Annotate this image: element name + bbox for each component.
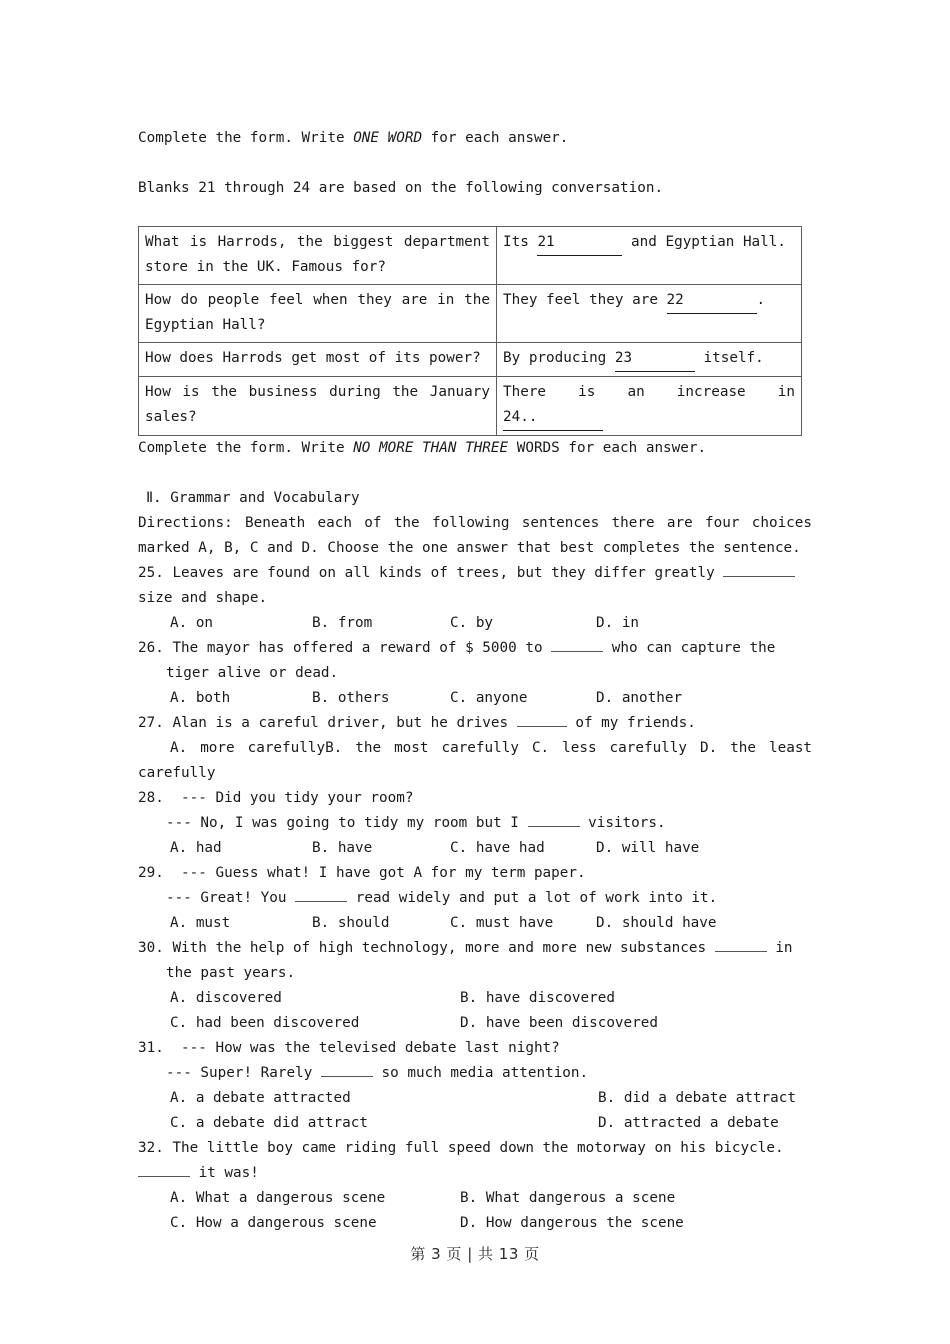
option-b[interactable]: B. others xyxy=(312,690,390,706)
question-32-stem-part2: it was! xyxy=(190,1165,259,1181)
table-row xyxy=(139,343,802,377)
instruction-one-word-after: for each answer. xyxy=(422,130,569,146)
answer-prefix: By producing xyxy=(503,350,615,366)
question-29-dialog-1 xyxy=(138,861,812,886)
spacer xyxy=(138,201,812,226)
question-31-dialog-2 xyxy=(138,1061,812,1086)
option-d[interactable]: D. in xyxy=(596,615,640,631)
question-30-stem-cont: the past years. xyxy=(166,965,296,981)
instruction-three-words-emphasis: NO MORE THAN THREE xyxy=(353,440,509,456)
option-b[interactable]: B. What dangerous a scene xyxy=(460,1190,676,1206)
question-26-stem-part1: The mayor has offered a reward of $ 5000 to xyxy=(172,640,552,656)
question-28-dialog-1-text: --- Did you tidy your room? xyxy=(181,790,414,806)
page-content xyxy=(138,126,821,1236)
question-30-stem xyxy=(138,936,812,961)
question-27 xyxy=(138,711,812,786)
question-32-options-row-1 xyxy=(138,1186,812,1211)
question-25-blank[interactable] xyxy=(723,564,795,577)
page-number-label: 第 3 页 | 共 13 页 xyxy=(410,1245,540,1263)
option-a[interactable]: A. must xyxy=(170,915,231,931)
page-footer xyxy=(0,1243,950,1264)
option-a[interactable]: A. both xyxy=(170,690,231,706)
answer-suffix: itself. xyxy=(694,350,764,366)
option-d[interactable]: D. attracted a debate xyxy=(598,1115,779,1131)
question-27-stem-part2: of my friends. xyxy=(566,715,696,731)
answer-blank-23[interactable]: 23 xyxy=(615,346,695,372)
option-d[interactable]: D. will have xyxy=(596,840,700,856)
question-25-options xyxy=(138,611,812,636)
question-28-number: 28. xyxy=(138,790,164,806)
question-31-number: 31. xyxy=(138,1040,164,1056)
question-26-stem-part2: who can capture the xyxy=(603,640,776,656)
option-c[interactable]: C. have had xyxy=(450,840,545,856)
question-31-dialog-2-part1: --- Super! Rarely xyxy=(166,1065,321,1081)
option-b[interactable]: B. from xyxy=(312,615,373,631)
question-32-stem-cont xyxy=(138,1161,812,1186)
instruction-one-word xyxy=(138,126,812,151)
question-30-options-row-2 xyxy=(138,1011,812,1036)
question-30-number: 30. xyxy=(138,940,164,956)
spacer xyxy=(138,151,812,176)
table-row xyxy=(139,377,802,436)
option-a[interactable]: A. discovered xyxy=(170,990,282,1006)
option-a[interactable]: A. more carefully xyxy=(170,740,326,756)
table-cell-answer xyxy=(497,343,802,377)
question-27-number: 27. xyxy=(138,715,164,731)
answer-prefix: Its xyxy=(503,234,538,250)
question-28-dialog-2 xyxy=(138,811,812,836)
option-c[interactable]: C. anyone xyxy=(450,690,528,706)
question-26-stem xyxy=(138,636,812,661)
question-26 xyxy=(138,636,812,711)
option-c[interactable]: C. a debate did attract xyxy=(170,1115,368,1131)
option-d[interactable]: D. How dangerous the scene xyxy=(460,1215,684,1231)
question-29-dialog-2-part1: --- Great! You xyxy=(166,890,296,906)
option-d[interactable]: D. the least carefully xyxy=(138,740,813,781)
question-29-dialog-1-text: --- Guess what! I have got A for my term paper. xyxy=(181,865,586,881)
question-29-options xyxy=(138,911,812,936)
table-cell-question: What is Harrods, the biggest department store in the UK. Famous for? xyxy=(139,227,497,285)
question-32-stem-part1: The little boy came riding full speed down the motorway on his bicycle. xyxy=(172,1140,784,1156)
question-29-blank[interactable] xyxy=(295,889,347,902)
question-30 xyxy=(138,936,812,1036)
answer-prefix: There is an increase in xyxy=(503,384,795,400)
instruction-three-words-after: WORDS for each answer. xyxy=(508,440,707,456)
answer-blank-21[interactable]: 21 xyxy=(537,230,622,256)
question-25-stem-part1: Leaves are found on all kinds of trees, but they differ greatly xyxy=(172,565,724,581)
question-32-stem xyxy=(138,1136,812,1161)
question-30-blank[interactable] xyxy=(715,939,767,952)
question-27-stem xyxy=(138,711,812,736)
question-27-stem-part1: Alan is a careful driver, but he drives xyxy=(172,715,517,731)
question-26-number: 26. xyxy=(138,640,164,656)
question-31-dialog-1-text: --- How was the televised debate last night? xyxy=(181,1040,560,1056)
question-31-options-row-1 xyxy=(138,1086,812,1111)
option-b[interactable]: B. did a debate attract xyxy=(598,1090,796,1106)
instruction-three-words xyxy=(138,436,812,461)
option-a[interactable]: A. on xyxy=(170,615,214,631)
question-31-dialog-2-part2: so much media attention. xyxy=(372,1065,589,1081)
question-27-blank[interactable] xyxy=(517,714,567,727)
option-a[interactable]: A. What a dangerous scene xyxy=(170,1190,386,1206)
question-28-options xyxy=(138,836,812,861)
question-29-dialog-2 xyxy=(138,886,812,911)
question-26-options xyxy=(138,686,812,711)
question-32-blank[interactable] xyxy=(138,1164,190,1177)
question-25-stem xyxy=(138,561,812,586)
table-cell-answer xyxy=(497,285,802,343)
answer-suffix: and Egyptian Hall. xyxy=(622,234,786,250)
option-b[interactable]: B. have xyxy=(312,840,373,856)
table-cell-answer xyxy=(497,227,802,285)
conversation-form-table xyxy=(138,226,802,436)
option-b[interactable]: B. should xyxy=(312,915,390,931)
option-d[interactable]: D. have been discovered xyxy=(460,1015,658,1031)
question-28-dialog-2-part1: --- No, I was going to tidy my room but I xyxy=(166,815,528,831)
question-28-dialog-2-part2: visitors. xyxy=(579,815,666,831)
question-30-stem-part2: in xyxy=(766,940,793,956)
option-c[interactable]: C. by xyxy=(450,615,494,631)
option-b[interactable]: B. the most carefully xyxy=(325,740,519,756)
answer-blank-24-number: 24 xyxy=(503,409,521,425)
table-cell-question: How does Harrods get most of its power? xyxy=(139,343,497,377)
table-cell-answer xyxy=(497,377,802,436)
question-31-blank[interactable] xyxy=(321,1064,373,1077)
question-28-dialog-1 xyxy=(138,786,812,811)
question-32 xyxy=(138,1136,812,1236)
option-d[interactable]: D. should have xyxy=(596,915,717,931)
question-25-number: 25. xyxy=(138,565,164,581)
question-28-blank[interactable] xyxy=(528,814,580,827)
blanks-range-note: Blanks 21 through 24 are based on the following conversation. xyxy=(138,180,664,196)
question-31-options-row-2 xyxy=(138,1111,812,1136)
spacer xyxy=(138,461,812,486)
instruction-three-words-before: Complete the form. Write xyxy=(138,440,354,456)
answer-blank-24[interactable] xyxy=(503,405,603,431)
question-28 xyxy=(138,786,812,861)
question-26-stem-cont: tiger alive or dead. xyxy=(166,665,339,681)
question-27-options xyxy=(138,736,812,786)
question-31 xyxy=(138,1036,812,1136)
table-cell-question: How is the business during the January sales? xyxy=(139,377,497,436)
option-c[interactable]: C. had been discovered xyxy=(170,1015,360,1031)
answer-blank-22[interactable]: 22 xyxy=(667,288,757,314)
question-29-dialog-2-part2: read widely and put a lot of work into it. xyxy=(347,890,718,906)
section-heading: Ⅱ. Grammar and Vocabulary xyxy=(146,490,360,506)
question-25-stem-cont: size and shape. xyxy=(138,590,268,606)
question-26-blank[interactable] xyxy=(551,639,603,652)
instruction-one-word-before: Complete the form. Write xyxy=(138,130,354,146)
question-30-stem-part1: With the help of high technology, more and more new substances xyxy=(172,940,715,956)
option-c[interactable]: C. less carefully xyxy=(531,740,688,756)
question-32-options-row-2 xyxy=(138,1211,812,1236)
answer-suffix: . xyxy=(756,292,766,308)
answer-blank-24-suffix: .. xyxy=(520,409,538,425)
question-25 xyxy=(138,561,812,636)
option-b[interactable]: B. have discovered xyxy=(460,990,615,1006)
option-a[interactable]: A. a debate attracted xyxy=(170,1090,351,1106)
table-row xyxy=(139,285,802,343)
question-29 xyxy=(138,861,812,936)
table-row xyxy=(139,227,802,285)
option-d[interactable]: D. another xyxy=(596,690,683,706)
instruction-one-word-emphasis: ONE WORD xyxy=(353,130,423,146)
section-directions: Directions: Beneath each of the following sentences there are four choices marked A, B, C and D. Choose the one answer that best completes the sentence. xyxy=(138,515,821,556)
option-c[interactable]: C. must have xyxy=(450,915,554,931)
option-c[interactable]: C. How a dangerous scene xyxy=(170,1215,377,1231)
answer-prefix: They feel they are xyxy=(503,292,667,308)
option-a[interactable]: A. had xyxy=(170,840,222,856)
question-31-dialog-1 xyxy=(138,1036,812,1061)
question-32-number: 32. xyxy=(138,1140,164,1156)
question-29-number: 29. xyxy=(138,865,164,881)
table-cell-question: How do people feel when they are in the Egyptian Hall? xyxy=(139,285,497,343)
question-30-options-row-1 xyxy=(138,986,812,1011)
